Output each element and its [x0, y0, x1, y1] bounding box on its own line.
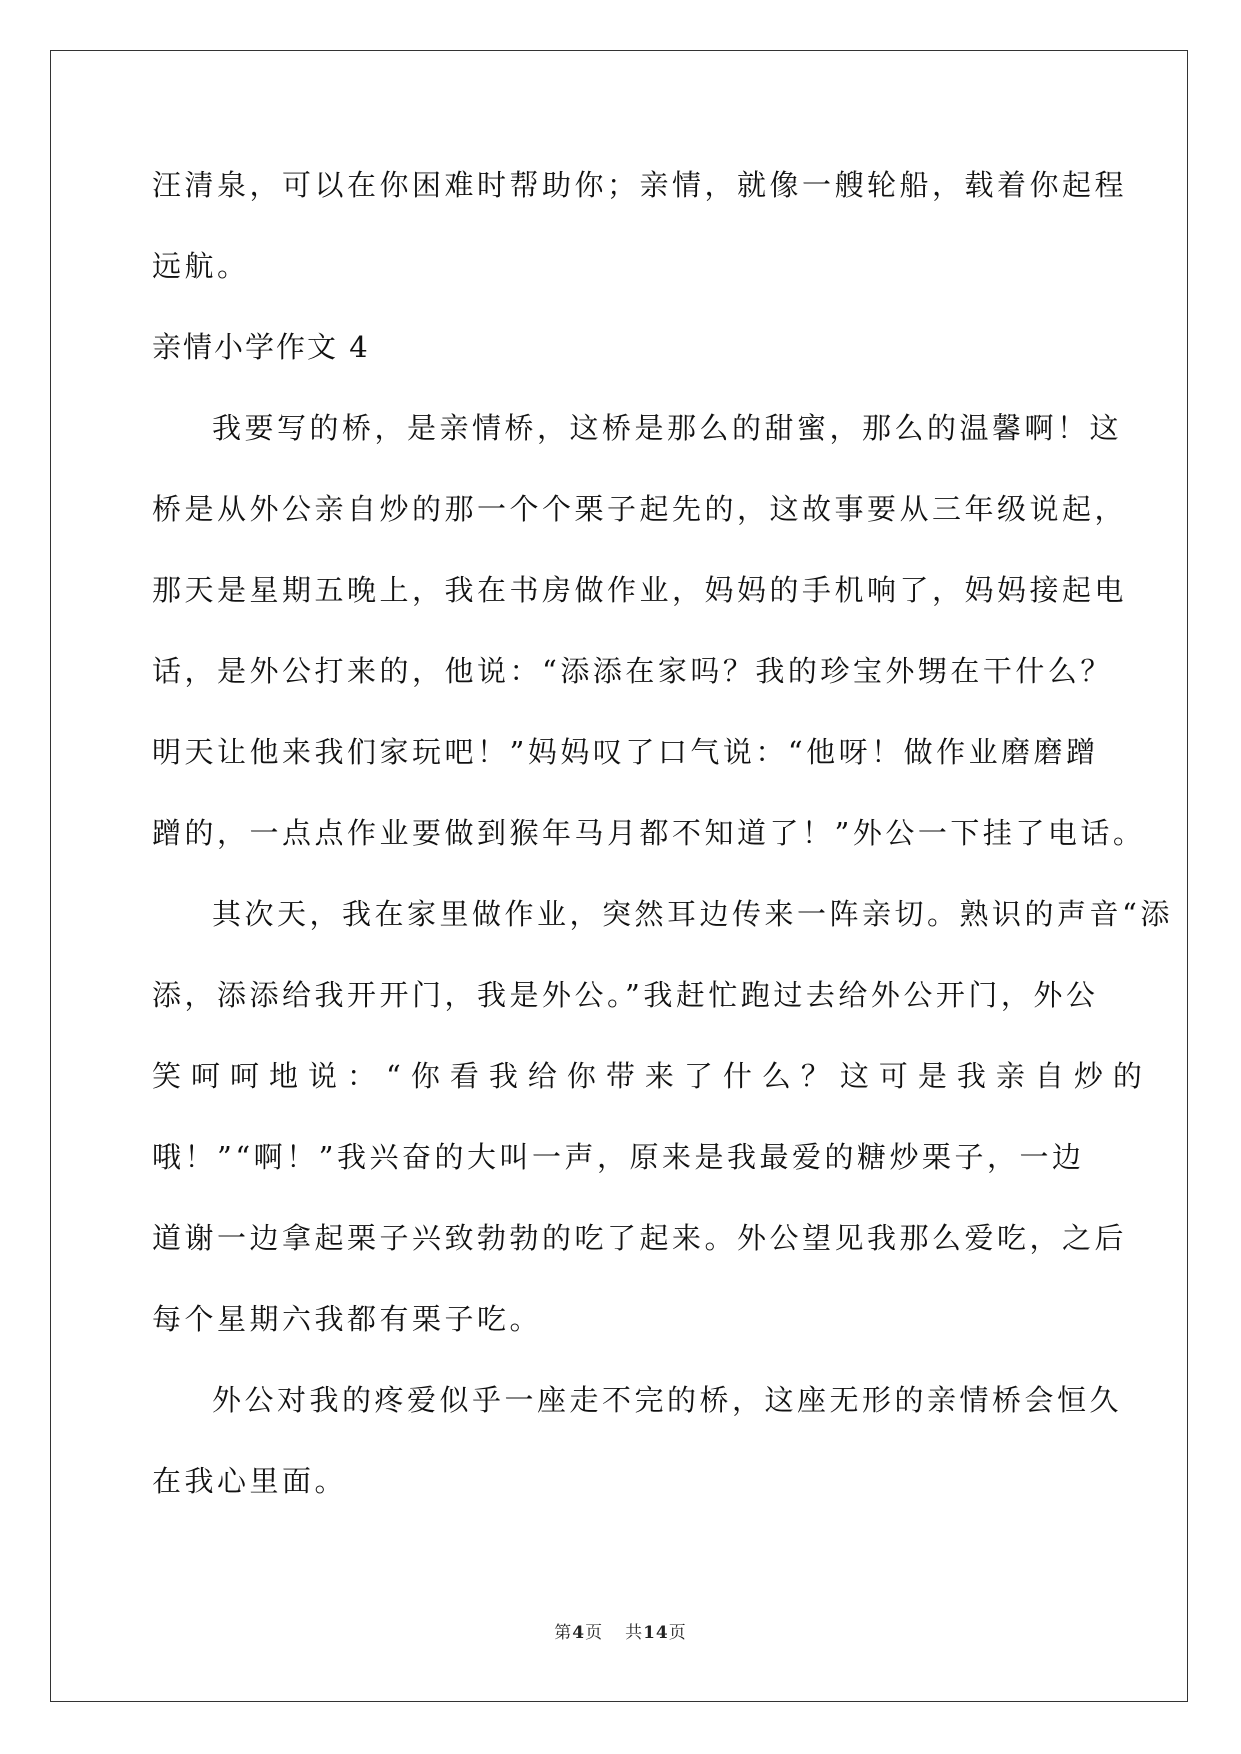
text-line: 明天让他来我们家玩吧！”妈妈叹了口气说：“他呀！做作业磨磨蹭 — [152, 735, 1099, 769]
footer-page-number: 4 — [572, 1623, 586, 1643]
text-line: 那天是星期五晚上，我在书房做作业，妈妈的手机响了，妈妈接起电 — [152, 573, 1128, 607]
footer-total-prefix: 共 — [625, 1623, 644, 1643]
document-body — [152, 160, 1173, 1537]
footer-total-suffix: 页 — [668, 1623, 687, 1643]
text-line: 道谢一边拿起栗子兴致勃勃的吃了起来。外公望见我那么爱吃，之后 — [152, 1221, 1128, 1255]
text-line: 每个星期六我都有栗子吃。 — [152, 1302, 543, 1336]
paragraph-first-line: 我要写的桥，是亲情桥，这桥是那么的甜蜜，那么的温馨啊！这 — [212, 411, 1123, 445]
text-line: 在我心里面。 — [152, 1464, 348, 1498]
page-footer — [0, 1618, 1241, 1643]
text-line: 话，是外公打来的，他说：“添添在家吗？我的珍宝外甥在干什么？ — [152, 654, 1113, 688]
footer-total-pages: 14 — [643, 1623, 669, 1643]
text-line: 笑呵呵地说：“你看我给你带来了什么？这可是我亲自炒的 — [152, 1059, 1152, 1093]
paragraph-first-line: 其次天，我在家里做作业，突然耳边传来一阵亲切。熟识的声音“添 — [212, 897, 1173, 931]
text-line: 远航。 — [152, 249, 250, 283]
text-line: 哦！”“啊！”我兴奋的大叫一声，原来是我最爱的糖炒栗子，一边 — [152, 1140, 1085, 1174]
text-line: 桥是从外公亲自炒的那一个个栗子起先的，这故事要从三年级说起， — [152, 492, 1128, 526]
paragraph-first-line: 外公对我的疼爱似乎一座走不完的桥，这座无形的亲情桥会恒久 — [212, 1383, 1123, 1417]
section-title: 亲情小学作文 4 — [152, 330, 370, 364]
footer-page-prefix: 第 — [554, 1623, 573, 1643]
footer-page-suffix: 页 — [585, 1623, 604, 1643]
text-line: 添，添添给我开开门，我是外公。”我赶忙跑过去给外公开门，外公 — [152, 978, 1099, 1012]
text-line: 蹭的，一点点作业要做到猴年马月都不知道了！”外公一下挂了电话。 — [152, 816, 1146, 850]
text-line: 汪清泉，可以在你困难时帮助你；亲情，就像一艘轮船，载着你起程 — [152, 168, 1128, 202]
